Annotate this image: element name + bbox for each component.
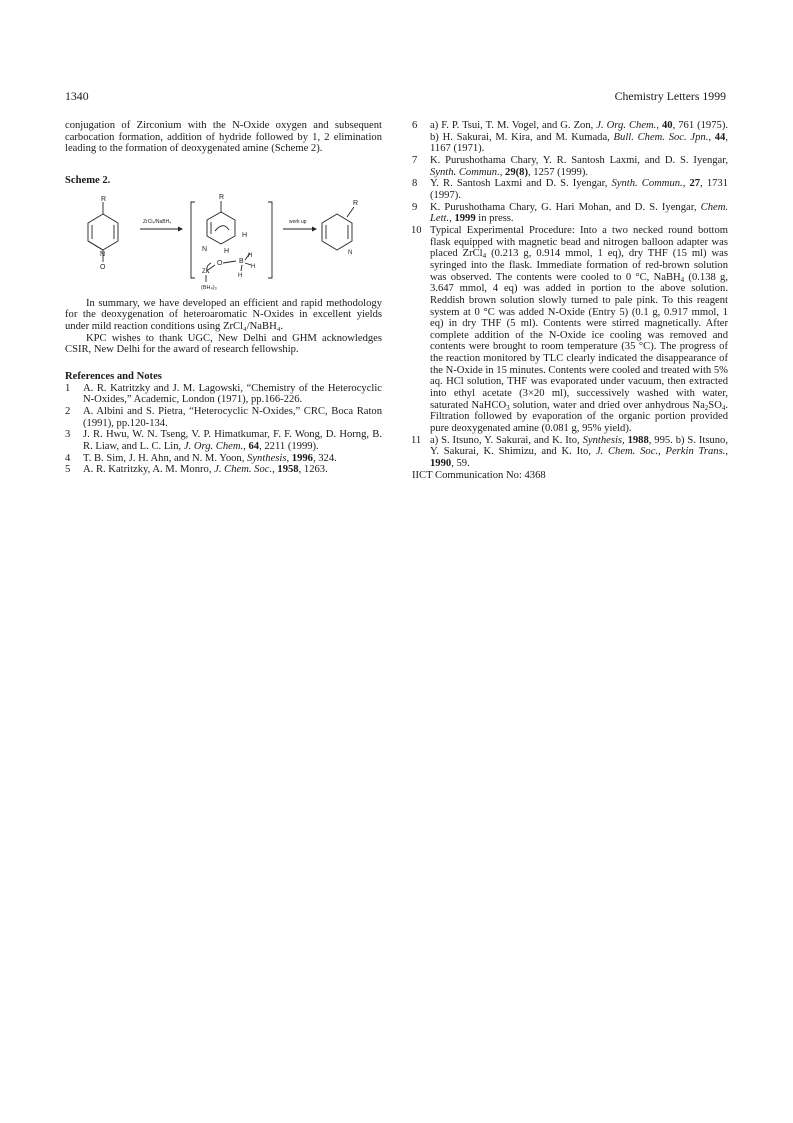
svg-text:N: N <box>348 249 353 256</box>
svg-text:R: R <box>219 193 225 201</box>
reference-8: 8 Y. R. Santosh Laxmi and D. S. Iyengar, Synth. Commun., 27, 1731 (1997). <box>412 178 729 201</box>
scheme-2-drawing <box>65 192 382 298</box>
pyridine-product-structure <box>322 200 358 256</box>
bh4-label: (BH₄)₃ <box>201 284 217 291</box>
reference-11: 11 a) S. Itsuno, Y. Sakurai, and K. Ito, Synthesis, 1988, 995. b) S. Itsuno, Y. Sakurai, K. Shimizu, and K. Ito, J. Chem. Soc., Perkin Trans., 1990, 59. <box>411 434 728 470</box>
svg-text:H: H <box>251 263 256 270</box>
scheme-title: Scheme 2. <box>65 174 111 186</box>
reagent-label: ZrCl₄/NaBH₄ <box>143 218 172 225</box>
reference-3: 3 J. R. Hwu, W. N. Tseng, V. P. Himatkumar, F. F. Wong, D. Horng, B. R. Liaw, and L. C. Lin, J. Org. Chem., 64, 2211 (1999). <box>65 429 382 452</box>
journal-name: Chemistry Letters 1999 <box>614 89 726 103</box>
reference-5: 5 A. R. Katritzky, A. M. Monro, J. Chem. Soc., 1958, 1263. <box>65 464 328 476</box>
o-label: O <box>100 263 106 271</box>
r-label: R <box>101 195 107 203</box>
svg-text:O: O <box>217 259 223 267</box>
workup-label: work up <box>289 218 307 225</box>
svg-text:Zr: Zr <box>202 268 208 275</box>
right-column <box>412 120 728 481</box>
workup-arrow <box>283 219 317 232</box>
reagent-arrow <box>140 219 183 232</box>
intro-paragraph: conjugation of Zirconium with the N-Oxide oxygen and subsequent carbocation formation, addition of hydride followed by 1, 2 elimination leading to the formation of deoxygenated amine (Scheme 2). <box>65 120 382 155</box>
reference-4: 4 T. B. Sim, J. H. Ahn, and N. M. Yoon, Synthesis, 1996, 324. <box>65 452 337 464</box>
svg-text:H: H <box>238 272 243 279</box>
reference-1: 1 A. R. Katritzky and J. M. Lagowski, “Chemistry of the Heterocyclic N-Oxides,” Academic, London (1971), pp.166-226. <box>65 382 382 406</box>
intermediate-structure <box>191 194 272 291</box>
svg-text:H: H <box>224 247 230 255</box>
references-title: References and Notes <box>65 370 162 382</box>
reference-10-procedure: 10 Typical Experimental Procedure: Into a two necked round bottom flask equipped with magnetic bead and nitrogen balloon adapter was placed ZrCl$_4$ (0.213 g, 0.914 mmol, 1 eq), dry THF (15 ml) was syringed into the flask. Immediate formation of red-brown solution was observed. The contents were cooled to 0 °C, NaBH$_4$ (0.138 g, 3.647 mmol, 4 eq) was added in portion to the above solution. Reddish brown solution slowly turned to pale pink. To this reagent system at 0 °C was added N-Oxide (Entry 5) (0.1 g, 0.917 mmol, 1 eq) in dry THF (5 ml). Contents were stirred magnetically. After complete addition of the N-Oxide ice cooling was removed and contents were brought to room temperature (35 °C). The progress of the reaction monitored by TLC clearly indicated the disappearance of the N-Oxide in 15 minutes. Contents were cooled and treated with 5% aq. HCl solution, THF was evaporated under vacuum, then extracted into ethyl acetate (3×20 ml), successively washed with water, saturated NaHCO$_3$ solution, water and dried over anhydrous $Na_2SO_4$. Filtration followed by evaporation of the organic portion provided pure deoxygenated amine (0.081 g, 95% yield). <box>411 224 728 435</box>
svg-text:N: N <box>202 245 208 253</box>
page-header <box>65 89 726 105</box>
summary-paragraph: In summary, we have developed an efficient and rapid methodology for the deoxygenation of heteroaromatic N-Oxides in excellent yields under mild reaction conditions using ZrCl₄/NaBH₄. <box>65 297 382 332</box>
scheme-2-figure <box>65 192 382 298</box>
reference-6: 6 a) F. P. Tsui, T. M. Vogel, and G. Zon, J. Org. Chem., 40, 761 (1975). b) H. Sakurai, M. Kira, and M. Kumada, Bull. Chem. Soc. Jpn., 44, 1167 (1971). <box>412 120 728 155</box>
reference-2: 2 A. Albini and S. Pietra, “Heterocyclic N-Oxides,” CRC, Boca Raton (1991), pp.120-134. <box>65 405 382 429</box>
svg-text:B: B <box>239 257 244 265</box>
references-list-left <box>65 383 382 476</box>
reference-7: 7 K. Purushothama Chary, Y. R. Santosh Laxmi, and D. S. Iyengar, Synth. Commun., 29(8), 1257 (1999). <box>412 154 728 178</box>
acknowledgement: KPC wishes to thank UGC, New Delhi and GHM acknowledges CSIR, New Delhi for the award of research fellowship. <box>65 332 382 356</box>
page-number: 1340 <box>65 89 89 103</box>
communication-number: IICT Communication No: 4368 <box>412 469 546 481</box>
reference-9: 9 K. Purushothama Chary, G. Hari Mohan, and D. S. Iyengar, Chem. Lett., 1999 in press. <box>412 201 728 225</box>
n-label: N <box>100 250 106 258</box>
svg-text:R: R <box>353 199 359 207</box>
reagent-text: ZrCl₄/NaBH₄. <box>223 320 284 332</box>
svg-text:H: H <box>248 252 253 259</box>
references-list-right <box>412 120 728 470</box>
pyridine-n-oxide-structure <box>88 196 118 271</box>
svg-text:H: H <box>242 231 248 239</box>
left-column <box>65 120 382 476</box>
